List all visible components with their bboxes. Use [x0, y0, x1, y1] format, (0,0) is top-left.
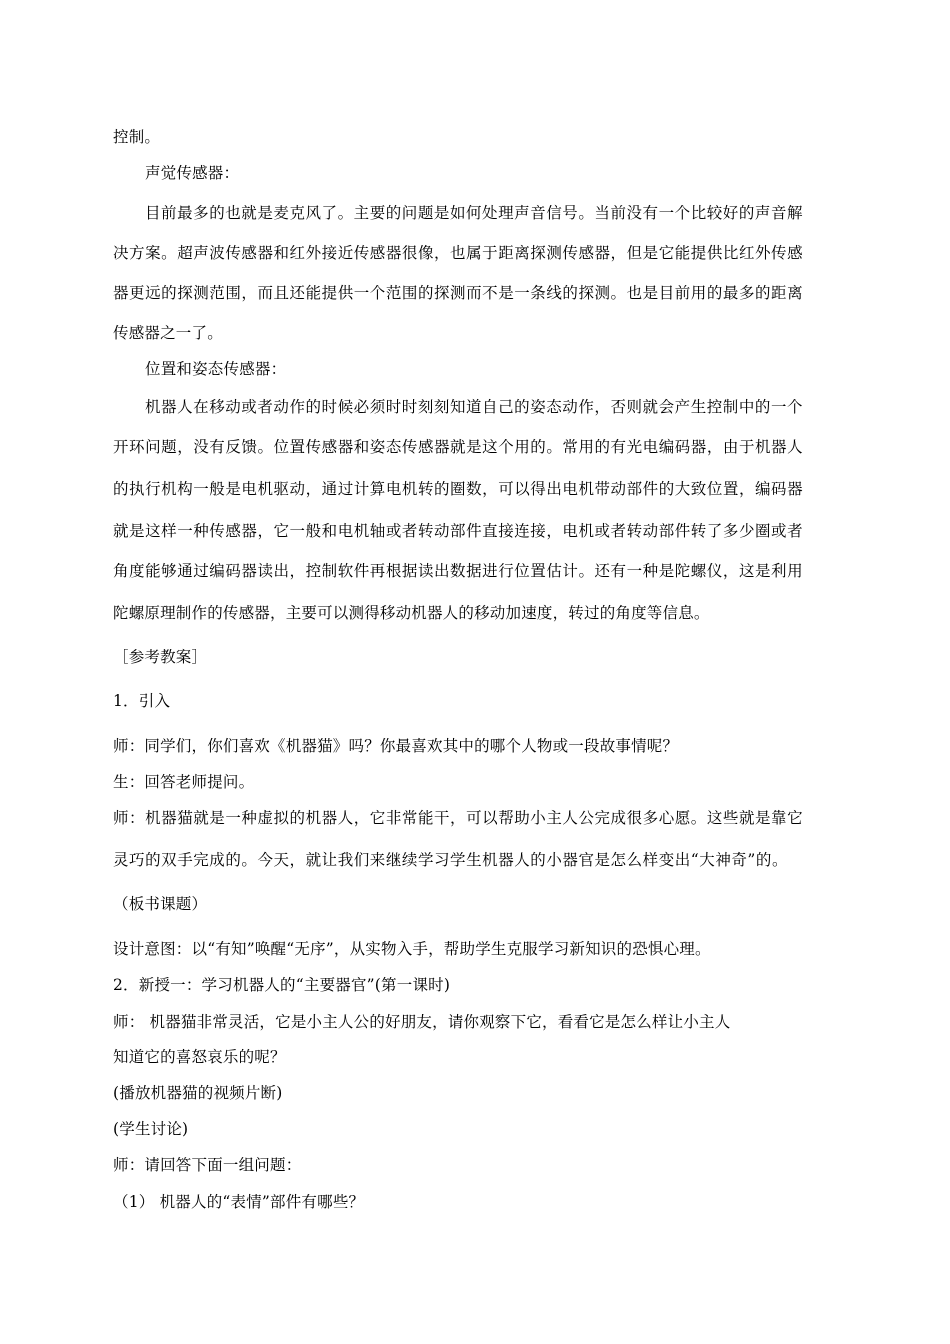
text-line: （板书课题）: [113, 895, 208, 913]
section-heading-position-sensor: 位置和姿态传感器：: [145, 360, 287, 378]
text-line: 开环问题，没有反馈。位置传感器和姿态传感器就是这个用的。常用的有光电编码器，由于机器人: [113, 438, 804, 456]
text-line: 传感器之一了。: [113, 324, 223, 342]
section-heading-reference-plan: ［参考教案］: [113, 648, 208, 666]
dialogue-line: 生：回答老师提问。: [113, 773, 255, 791]
text-line: (学生讨论): [113, 1120, 189, 1138]
text-line: 控制。: [113, 128, 161, 146]
section-heading-new-lesson: 2．新授一：学习机器人的“主要器官”(第一课时): [113, 976, 451, 994]
question-item: （1） 机器人的“表情”部件有哪些？: [113, 1193, 365, 1211]
dialogue-line: 知道它的喜怒哀乐的呢？: [113, 1048, 286, 1066]
section-heading-introduction: 1．引入: [113, 692, 171, 710]
dialogue-line: 师：机器猫就是一种虚拟的机器人，它非常能干，可以帮助小主人公完成很多心愿。这些就是靠它: [113, 809, 804, 827]
text-line: 器更远的探测范围，而且还能提供一个范围的探测而不是一条线的探测。也是目前用的最多的距离: [113, 284, 804, 302]
section-heading-acoustic-sensor: 声觉传感器：: [145, 164, 240, 182]
dialogue-line: 师： 机器猫非常灵活，它是小主人公的好朋友，请你观察下它，看看它是怎么样让小主人: [113, 1013, 731, 1031]
text-line: 陀螺原理制作的传感器，主要可以测得移动机器人的移动加速度，转过的角度等信息。: [113, 604, 710, 622]
text-line: 角度能够通过编码器读出，控制软件再根据读出数据进行位置估计。还有一种是陀螺仪，这是利用: [113, 562, 804, 580]
text-line: 就是这样一种传感器，它一般和电机轴或者转动部件直接连接，电机或者转动部件转了多少圈或者: [113, 522, 804, 540]
text-line: 设计意图：以“有知”唤醒“无序”，从实物入手，帮助学生克服学习新知识的恐惧心理。: [113, 940, 711, 958]
dialogue-line: 师：同学们，你们喜欢《机器猫》吗？你最喜欢其中的哪个人物或一段故事情呢？: [113, 737, 679, 755]
text-line: 机器人在移动或者动作的时候必须时时刻刻知道自己的姿态动作，否则就会产生控制中的一个: [145, 398, 804, 416]
text-line: 目前最多的也就是麦克风了。主要的问题是如何处理声音信号。当前没有一个比较好的声音解: [145, 204, 804, 222]
text-line: (播放机器猫的视频片断): [113, 1084, 283, 1102]
text-line: 的执行机构一般是电机驱动，通过计算电机转的圈数，可以得出电机带动部件的大致位置，编码器: [113, 480, 804, 498]
dialogue-line: 灵巧的双手完成的。今天，就让我们来继续学习学生机器人的小器官是怎么样变出“大神奇”的。: [113, 851, 789, 869]
text-line: 决方案。超声波传感器和红外接近传感器很像，也属于距离探测传感器，但是它能提供比红外传感: [113, 244, 804, 262]
dialogue-line: 师：请回答下面一组问题：: [113, 1156, 302, 1174]
